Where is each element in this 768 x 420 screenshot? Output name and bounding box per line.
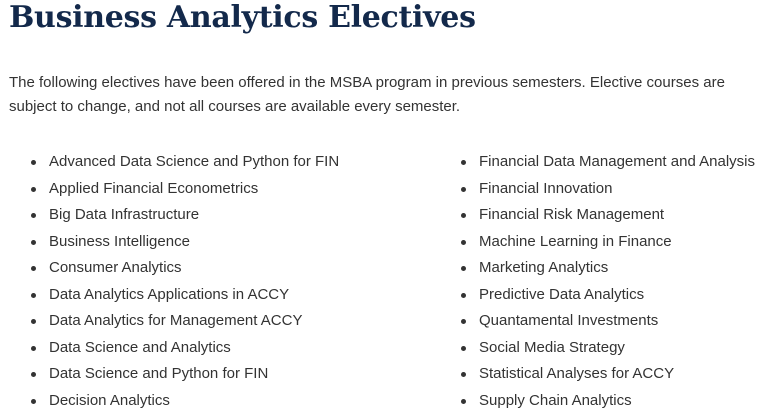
- intro-paragraph: The following electives have been offered in the MSBA program in previous semesters. Elective courses are subject to change, and not all courses are available every semester.: [9, 74, 725, 115]
- bullet-icon: [461, 372, 466, 377]
- elective-item: [31, 202, 431, 229]
- bullet-icon: [461, 319, 466, 324]
- bullet-icon: [461, 266, 466, 271]
- elective-item: [31, 282, 431, 309]
- elective-label: Data Analytics for Management ACCY: [49, 312, 303, 329]
- elective-item: [461, 335, 761, 362]
- bullet-icon: [461, 346, 466, 351]
- elective-label: Financial Innovation: [479, 179, 613, 197]
- elective-label: Statistical Analyses for ACCY: [479, 365, 675, 382]
- elective-item: [31, 308, 431, 335]
- electives-list-left: [31, 149, 431, 414]
- bullet-icon: [461, 293, 466, 298]
- electives-list-right: [461, 149, 761, 414]
- elective-label: Big Data Infrastructure: [49, 206, 200, 223]
- bullet-icon: [461, 399, 466, 404]
- elective-label: Machine Learning in Finance: [479, 232, 672, 250]
- elective-item: [31, 361, 431, 388]
- elective-item: [31, 176, 431, 203]
- elective-label: Social Media Strategy: [479, 338, 625, 356]
- bullet-icon: [31, 293, 36, 298]
- bullet-icon: [31, 346, 36, 351]
- bullet-icon: [31, 240, 36, 245]
- elective-label: Data Science and Python for FIN: [49, 365, 269, 382]
- elective-label: Supply Chain Analytics: [479, 391, 632, 409]
- elective-label: Data Analytics Applications in ACCY: [49, 285, 290, 303]
- elective-label: Financial Data Management and Analysis: [479, 153, 755, 170]
- bullet-icon: [461, 187, 466, 192]
- bullet-icon: [31, 213, 36, 218]
- elective-item: [31, 229, 431, 256]
- elective-label: Marketing Analytics: [479, 259, 609, 276]
- elective-item: [461, 176, 761, 203]
- elective-item: [31, 255, 431, 282]
- elective-label: Consumer Analytics: [49, 259, 182, 276]
- elective-item: [461, 308, 761, 335]
- bullet-icon: [31, 372, 36, 377]
- elective-item: [31, 149, 431, 176]
- elective-item: [461, 255, 761, 282]
- elective-label: Financial Risk Management: [479, 206, 665, 223]
- elective-item: [31, 388, 431, 415]
- bullet-icon: [31, 266, 36, 271]
- bullet-icon: [31, 399, 36, 404]
- elective-label: Advanced Data Science and Python for FIN: [49, 153, 340, 170]
- elective-item: [461, 229, 761, 256]
- elective-label: Data Science and Analytics: [49, 338, 231, 356]
- elective-label: Quantamental Investments: [479, 312, 659, 329]
- elective-item: [461, 202, 761, 229]
- bullet-icon: [31, 319, 36, 324]
- elective-item: [31, 335, 431, 362]
- elective-item: [461, 388, 761, 415]
- bullet-icon: [31, 187, 36, 192]
- elective-label: Predictive Data Analytics: [479, 285, 645, 303]
- elective-label: Decision Analytics: [49, 391, 170, 409]
- elective-label: Business Intelligence: [49, 232, 190, 250]
- bullet-icon: [461, 213, 466, 218]
- bullet-icon: [461, 240, 466, 245]
- page-title: Business Analytics Electives: [9, 0, 476, 35]
- bullet-icon: [31, 160, 36, 165]
- elective-item: [461, 149, 761, 176]
- elective-item: [461, 282, 761, 309]
- bullet-icon: [461, 160, 466, 165]
- elective-item: [461, 361, 761, 388]
- elective-label: Applied Financial Econometrics: [49, 179, 259, 197]
